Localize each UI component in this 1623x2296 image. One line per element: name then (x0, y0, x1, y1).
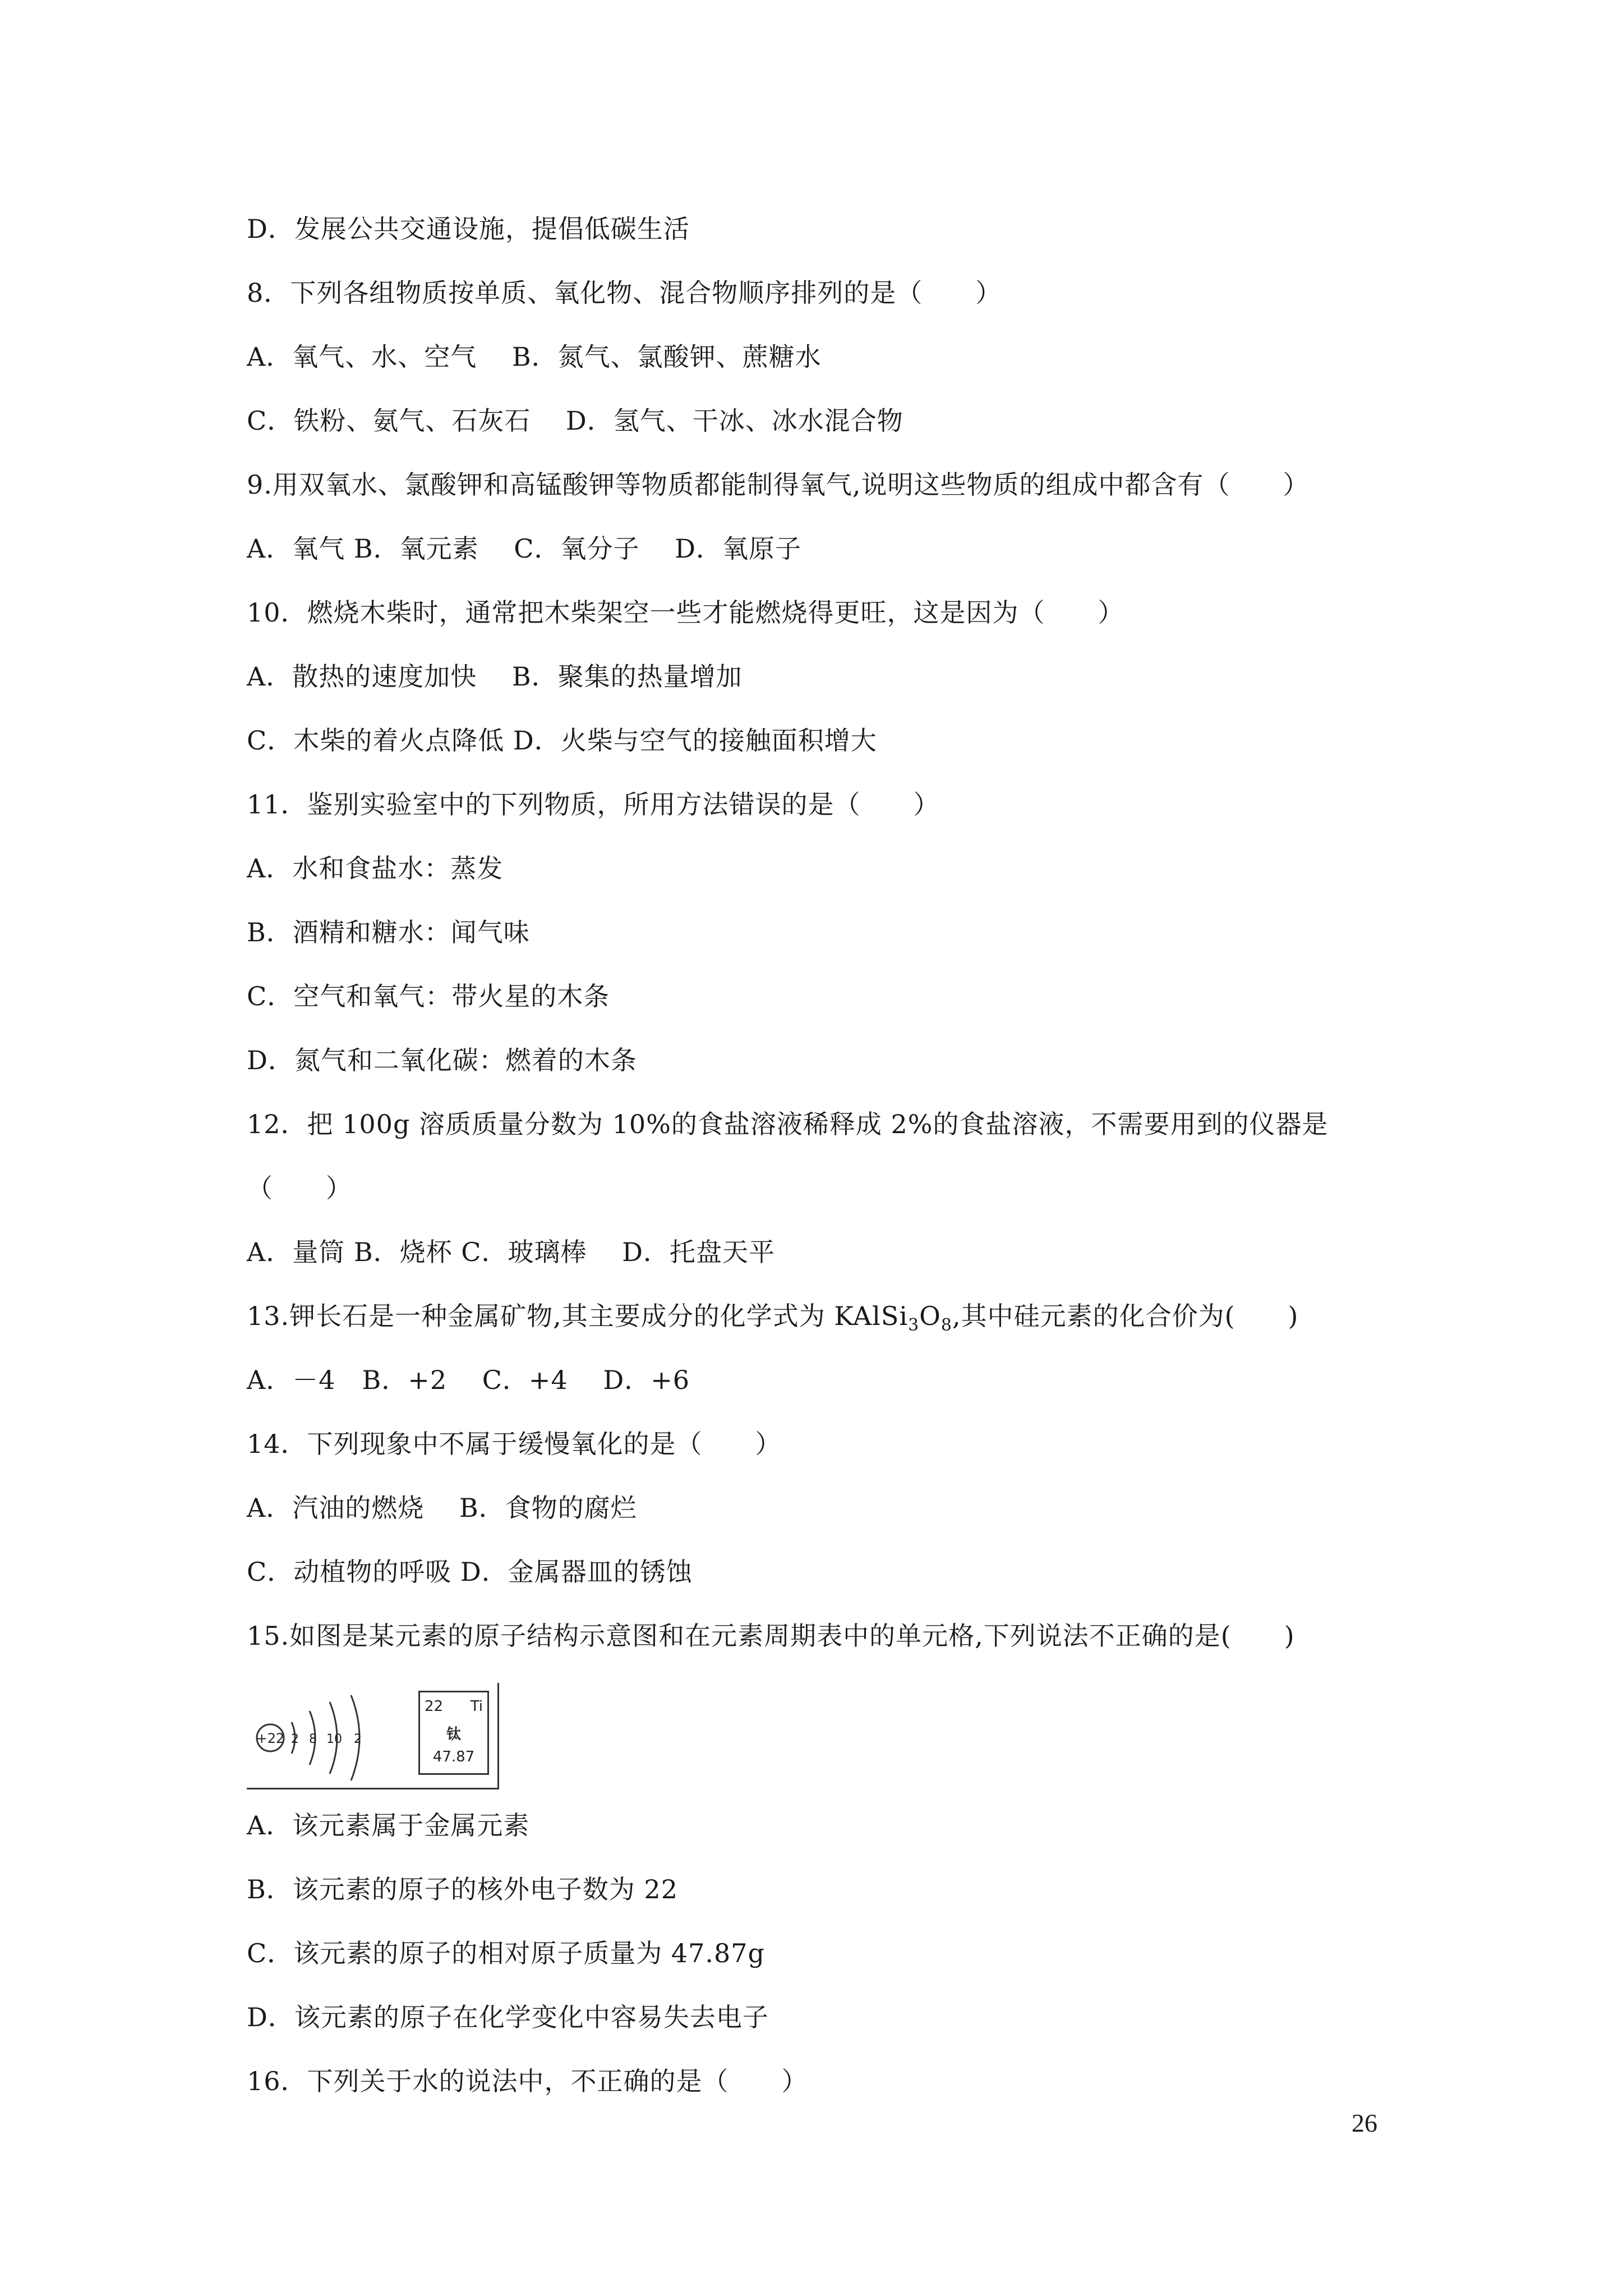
atom-structure-diagram (247, 1683, 415, 1787)
shell-3-electrons: 10 (326, 1732, 342, 1746)
question-9: 9.用双氧水、氯酸钾和高锰酸钾等物质都能制得氧气,说明这些物质的组成中都含有（ ） (247, 470, 1310, 500)
question-13-text: 13.钾长石是一种金属矿物,其主要成分的化学式为 KAlSi (247, 1301, 909, 1331)
question-10: 10．燃烧木柴时，通常把木柴架空一些才能燃烧得更旺，这是因为（ ） (247, 597, 1124, 628)
options-q8-ab: A．氧气、水、空气 B．氮气、氯酸钾、蔗糖水 (247, 342, 822, 372)
option-d-q15: D．该元素的原子在化学变化中容易失去电子 (247, 2002, 769, 2032)
formula-o: O (919, 1301, 941, 1331)
option-c-q15: C．该元素的原子的相对原子质量为 47.87g (247, 1938, 765, 1968)
option-b-q11: B．酒精和糖水：闻气味 (247, 917, 530, 947)
question-16: 16．下列关于水的说法中，不正确的是（ ） (247, 2066, 808, 2096)
shell-2-electrons: 8 (309, 1732, 317, 1746)
atom-structure-figure (247, 1683, 499, 1789)
option-b-q15: B．该元素的原子的核外电子数为 22 (247, 1874, 678, 1904)
question-15: 15.如图是某元素的原子结构示意图和在元素周期表中的单元格,下列说法不正确的是( ) (247, 1621, 1295, 1651)
question-8: 8．下列各组物质按单质、氧化物、混合物顺序排列的是（ ） (247, 278, 1002, 308)
options-q12: A．量筒 B．烧杯 C．玻璃棒 D．托盘天平 (247, 1237, 775, 1267)
subscript-3: 3 (908, 1315, 920, 1335)
options-q14-cd: C．动植物的呼吸 D．金属器皿的锈蚀 (247, 1557, 693, 1587)
subscript-8: 8 (940, 1315, 952, 1335)
options-q14-ab: A．汽油的燃烧 B．食物的腐烂 (247, 1493, 637, 1523)
options-q13: A．－4 B．+2 C．+4 D．+6 (247, 1365, 690, 1395)
element-symbol: Ti (470, 1698, 483, 1715)
question-12: 12．把 100g 溶质质量分数为 10%的食盐溶液稀释成 2%的食盐溶液，不需要用到的仪器是 (247, 1109, 1329, 1139)
shell-4-electrons: 2 (354, 1732, 362, 1746)
atomic-mass: 47.87 (432, 1749, 475, 1765)
question-11: 11．鉴别实验室中的下列物质，所用方法错误的是（ ） (247, 789, 940, 820)
question-14: 14．下列现象中不属于缓慢氧化的是（ ） (247, 1429, 782, 1459)
question-13-tail: ,其中硅元素的化合价为( ) (952, 1301, 1299, 1331)
option-c-q11: C．空气和氧气：带火星的木条 (247, 981, 610, 1011)
options-q8-cd: C．铁粉、氨气、石灰石 D．氢气、干冰、冰水混合物 (247, 406, 903, 436)
options-q9: A．氧气 B．氧元素 C．氧分子 D．氧原子 (247, 533, 801, 564)
options-q10-cd: C．木柴的着火点降低 D．火柴与空气的接触面积增大 (247, 725, 877, 756)
option-d-q7: D．发展公共交通设施，提倡低碳生活 (247, 214, 690, 244)
option-a-q15: A．该元素属于金属元素 (247, 1810, 530, 1841)
periodic-table-cell (418, 1691, 489, 1775)
page-number: 26 (1352, 2109, 1377, 2137)
shell-1-electrons: 2 (291, 1732, 299, 1746)
element-name: 钛 (446, 1726, 461, 1743)
options-q10-ab: A．散热的速度加快 B．聚集的热量增加 (247, 661, 743, 692)
question-13 (247, 1299, 1298, 1342)
question-12-bracket: （ ） (247, 1173, 352, 1203)
option-a-q11: A．水和食盐水：蒸发 (247, 853, 504, 884)
atomic-number: 22 (425, 1698, 444, 1715)
option-d-q11: D．氮气和二氧化碳：燃着的木条 (247, 1045, 637, 1075)
nucleus-charge: +22 (256, 1731, 285, 1746)
